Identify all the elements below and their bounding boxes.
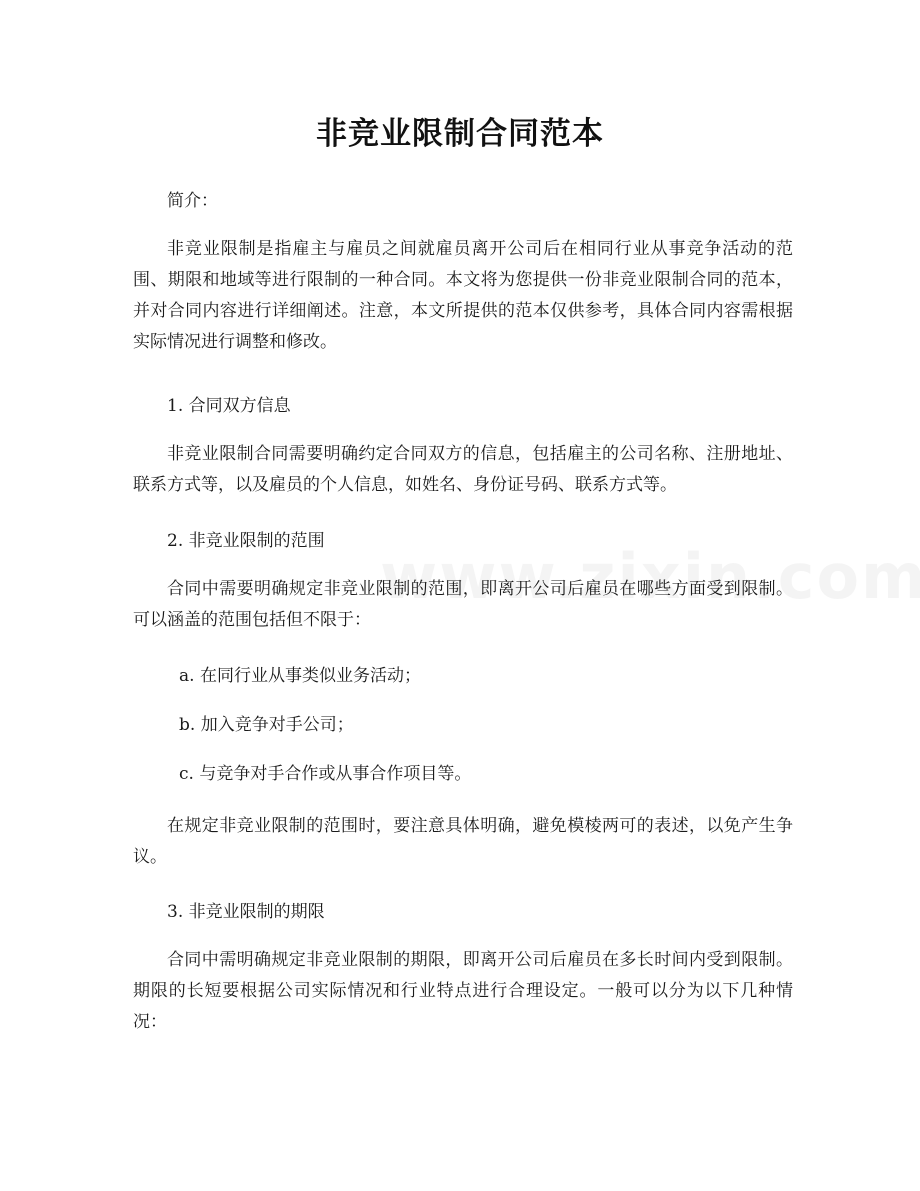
section-3-heading: 3. 非竞业限制的期限	[167, 902, 325, 922]
document-title: 非竞业限制合同范本	[316, 116, 604, 152]
list-item: a. 在同行业从事类似业务活动；	[179, 666, 421, 686]
intro-paragraph: 非竞业限制是指雇主与雇员之间就雇员离开公司后在相同行业从事竞争活动的范围、期限和地域等进行限制的一种合同。本文将为您提供一份非竞业限制合同的范本，并对合同内容进行详细阐述。注意，本文所提供的范本仅供参考，具体合同内容需根据实际情况进行调整和修改。	[133, 239, 793, 352]
list-item: c. 与竞争对手合作或从事合作项目等。	[179, 764, 472, 784]
list-item: b. 加入竞争对手公司；	[179, 715, 354, 735]
section-2-heading: 2. 非竞业限制的范围	[167, 531, 325, 551]
section-1-paragraph: 非竞业限制合同需要明确约定合同双方的信息，包括雇主的公司名称、注册地址、联系方式等，以及雇员的个人信息，如姓名、身份证号码、联系方式等。	[133, 444, 793, 495]
section-3-paragraph: 合同中需明确规定非竞业限制的期限，即离开公司后雇员在多长时间内受到限制。期限的长短要根据公司实际情况和行业特点进行合理设定。一般可以分为以下几种情况：	[133, 950, 793, 1032]
section-2-paragraph: 合同中需要明确规定非竞业限制的范围，即离开公司后雇员在哪些方面受到限制。可以涵盖的范围包括但不限于：	[133, 579, 793, 630]
section-1-heading: 1. 合同双方信息	[167, 396, 291, 416]
intro-label: 简介：	[167, 191, 218, 211]
section-2-closing: 在规定非竞业限制的范围时，要注意具体明确，避免模棱两可的表述，以免产生争议。	[133, 816, 793, 867]
